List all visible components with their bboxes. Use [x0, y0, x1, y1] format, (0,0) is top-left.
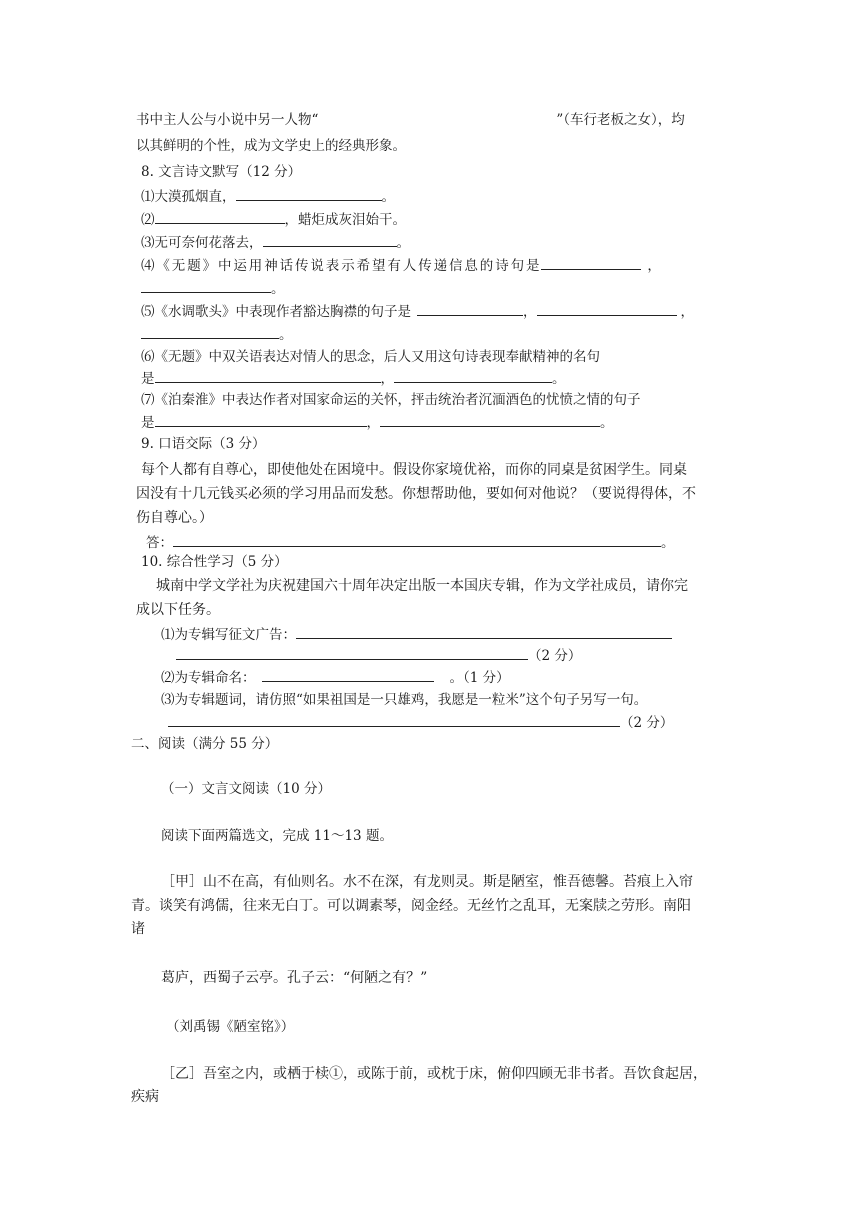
q8-item-7-cont: 是 ， 。	[141, 412, 614, 433]
answer-blank[interactable]	[394, 368, 552, 383]
q10-task-1: ⑴为专辑写征文广告：	[161, 624, 672, 645]
answer-blank[interactable]	[176, 645, 528, 660]
passage-yi-line-2: 疾病	[131, 1089, 159, 1105]
reading-instruction: 阅读下面两篇选文，完成 11～13 题。	[161, 828, 393, 844]
answer-blank[interactable]	[141, 324, 279, 339]
q10-task-3: ⑶为专辑题词，请仿照“如果祖国是一只雄鸡，我愿是一粒米”这个句子另写一句。	[161, 692, 648, 708]
q8-item-4-cont: 。	[141, 278, 285, 299]
answer-blank[interactable]	[155, 368, 381, 383]
q9-answer-line: 答： 。	[146, 532, 675, 553]
passage-jia-line-4: 葛庐，西蜀子云亭。孔子云：“何陋之有？”	[161, 970, 428, 986]
q10-task-1-cont: （2 分）	[176, 645, 581, 666]
passage-jia-line-3: 诸	[131, 921, 145, 937]
q8-item-3: ⑶无可奈何花落去， 。	[141, 232, 410, 253]
answer-blank[interactable]	[263, 232, 397, 247]
answer-blank[interactable]	[141, 278, 271, 293]
q8-item-2: ⑵ ，蜡炬成灰泪始干。	[141, 209, 406, 230]
intro-line-2: 以其鲜明的个性，成为文学史上的经典形象。	[136, 138, 406, 154]
answer-blank[interactable]	[236, 186, 382, 201]
q9-paragraph-1: 每个人都有自尊心，即使他处在困境中。假设你家境优裕，而你的同桌是贫困学生。同桌	[141, 462, 687, 478]
q8-item-6-cont: 是 ， 。	[141, 368, 566, 389]
answer-blank[interactable]	[155, 412, 367, 427]
answer-blank[interactable]	[155, 209, 285, 224]
answer-blank[interactable]	[173, 532, 661, 547]
answer-blank[interactable]	[537, 301, 677, 316]
answer-blank[interactable]	[380, 412, 600, 427]
answer-blank[interactable]	[541, 255, 641, 270]
part2-heading: 二、阅读（满分 55 分）	[131, 736, 279, 752]
q8-item-5: ⑸《水调歌头》中表现作者豁达胸襟的句子是 ， ，	[141, 301, 694, 322]
q10-paragraph-2: 成以下任务。	[136, 602, 220, 618]
q10-task-2: ⑵为专辑命名： 。（1 分）	[161, 667, 510, 688]
q8-item-1: ⑴大漠孤烟直， 。	[141, 186, 395, 207]
passage-jia-source: （刘禹锡《陋室铭》）	[166, 1019, 295, 1035]
passage-jia-line-1: ［甲］山不在高，有仙则名。水不在深，有龙则灵。斯是陋室，惟吾德馨。苔痕上入帘	[161, 874, 693, 890]
passage-yi-line-1: ［乙］吾室之内，或栖于椟①，或陈于前，或枕于床，俯仰四顾无非书者。吾饮食起居，	[161, 1066, 707, 1082]
answer-blank[interactable]	[168, 712, 620, 727]
answer-blank[interactable]	[262, 667, 434, 682]
q8-item-6: ⑹《无题》中双关语表达对情人的思念，后人又用这句诗表现奉献精神的名句	[141, 349, 600, 365]
answer-blank[interactable]	[417, 301, 523, 316]
passage-jia-line-2: 青。谈笑有鸿儒，往来无白丁。可以调素琴，阅金经。无丝竹之乱耳，无案牍之劳形。南阳	[131, 898, 691, 914]
q9-paragraph-2: 因没有十几元钱买必须的学习用品而发愁。你想帮助他，要如何对他说？（要说得得体，不	[136, 486, 696, 502]
q9-paragraph-3: 伤自尊心。）	[136, 510, 213, 526]
q8-heading: 8. 文言诗文默写（12 分）	[141, 164, 302, 180]
part2-subheading: （一）文言文阅读（10 分）	[161, 781, 331, 797]
q9-heading: 9. 口语交际（3 分）	[141, 436, 266, 452]
q8-item-5-cont: 。	[141, 324, 293, 345]
q10-heading: 10. 综合性学习（5 分）	[141, 554, 288, 570]
q8-item-7: ⑺《泊秦淮》中表达作者对国家命运的关怀，抨击统治者沉湎酒色的忧愤之情的句子	[141, 392, 641, 408]
q10-task-3-cont: （2 分）	[168, 712, 673, 733]
q8-item-4: ⑷《无题》中运用神话传说表示希望有人传递信息的诗句是 ，	[141, 255, 661, 276]
q10-paragraph-1: 城南中学文学社为庆祝建国六十周年决定出版一本国庆专辑，作为文学社成员，请你完	[156, 578, 688, 594]
intro-line-1: 书中主人公与小说中另一人物“ ”（车行老板之女），均	[136, 112, 685, 128]
answer-blank[interactable]	[296, 624, 672, 639]
